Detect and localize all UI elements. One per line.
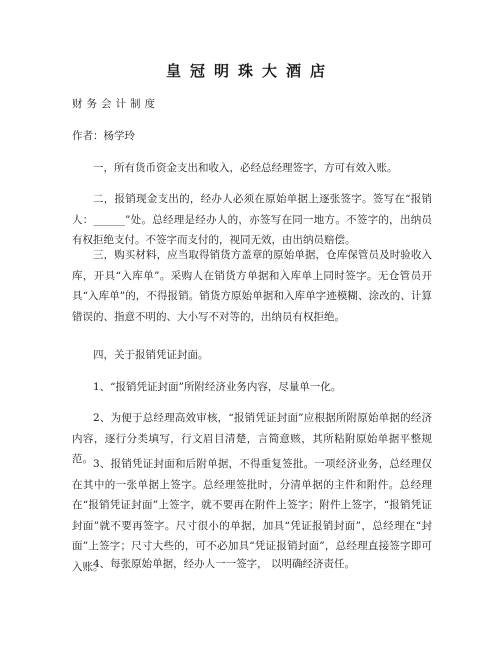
paragraph-3: 三，购买材料，应当取得销货方盖章的原始单据，仓库保管员及时验收入库，开具“入库单”。采购人在销货方单据和入库单上同时签字。无仓管员开具“入库单”的，不得报销。销货方原始单据和入库单字迹模糊、涂改的、计算错误的、指意不明的、大小写不对等的，出纳员有权拒绝。 (72, 249, 432, 323)
paragraph-1: 一，所有货币资金支出和收入，必经总经理签字，方可有效入账。 (93, 162, 398, 174)
document-title: 皇冠明珠大酒店 (165, 62, 334, 80)
paragraph-8: 4、每张原始单据，经办人一一签字， 以明确经济责任。 (93, 558, 356, 570)
document-author: 作者：杨学玲 (72, 130, 135, 142)
paragraph-6: 2、为便于总经理高效审核，“报销凭证封面”应根据所附原始单据的经济内容，逐行分类填写，行文眉目清楚，言简意赅，其所粘附原始单据平整规范。 (72, 412, 432, 465)
paragraph-2: 二，报销现金支出的，经办人必须在原始单据上逐张签字。签写在“报销人：______”处。总经理是经办人的，亦签写在同一地方。不签字的，出纳员有权拒绝支付。不签字而支付的，视同无效，由出纳员赔偿。 (72, 193, 432, 246)
paragraph-7: 3、报销凭证封面和后附单据，不得重复签批。一项经济业务，总经理仅在其中的一张单据上签字。总经理签批时，分清单据的主件和附件。总经理在“报销凭证封面”上签字，就不要再在附件上签字；附件上签字，“报销凭证封面”就不要再签字。尺寸很小的单据，加具“凭证报销封面”，总经理在“封面”上签字；尺寸大些的，可不必加具“凭证报销封面”，总经理直接签字即可入账。 (72, 458, 432, 573)
paragraph-4: 四，关于报销凭证封面。 (93, 349, 209, 361)
document-subtitle: 财务会计制度 (72, 98, 159, 110)
paragraph-5: 1、“报销凭证封面”所附经济业务内容，尽量单一化。 (93, 381, 342, 393)
